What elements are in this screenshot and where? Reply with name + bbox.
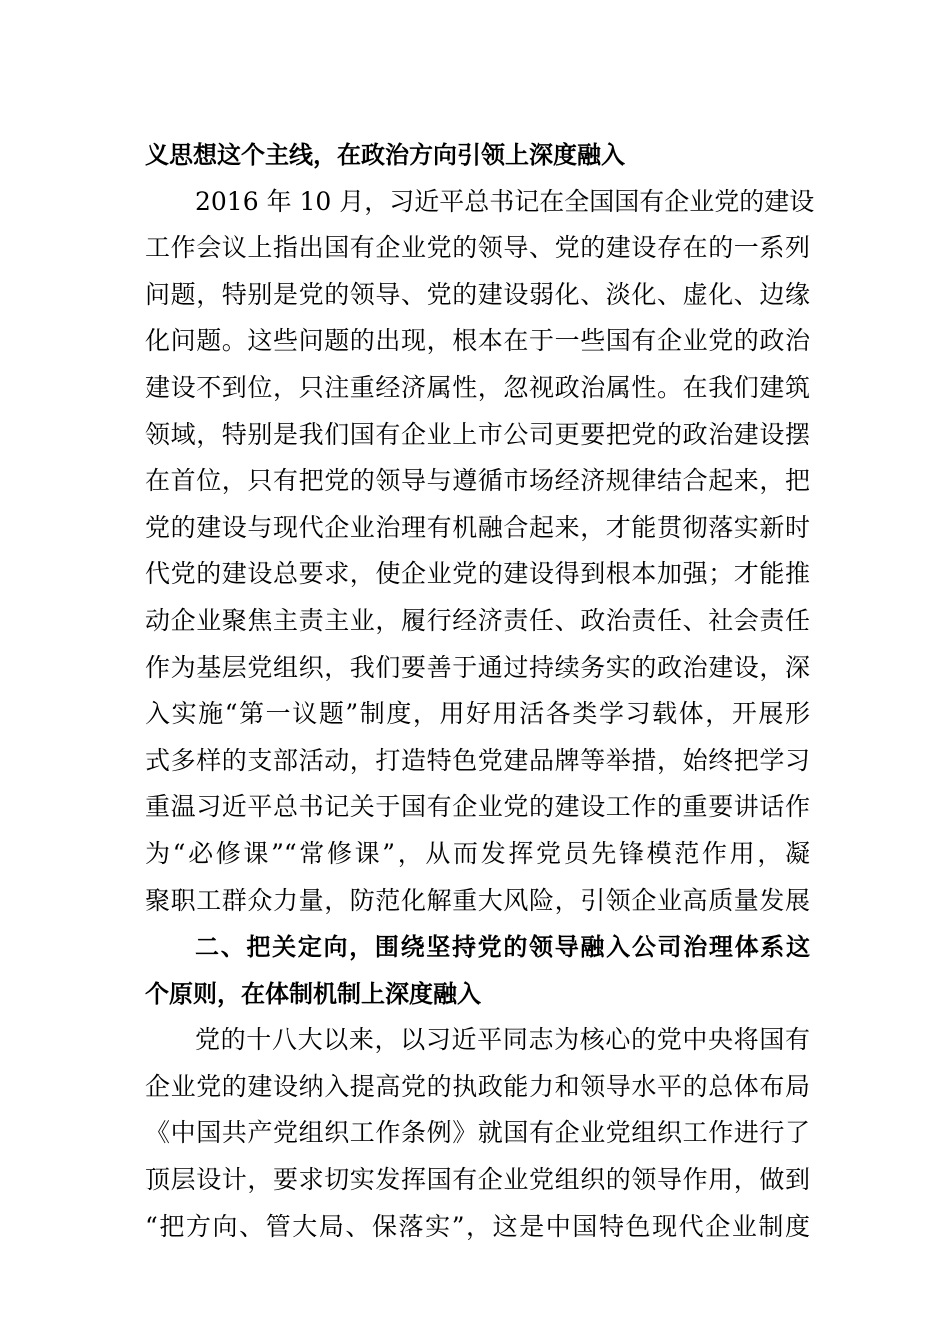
- paragraph-line: 顶层设计，要求切实发挥国有企业党组织的领导作用，做到: [145, 1165, 810, 1195]
- paragraph-line: 问题，特别是党的领导、党的建设弱化、淡化、虚化、边缘: [145, 279, 810, 309]
- paragraph-line: 入实施“第一议题”制度，用好用活各类学习载体，开展形: [145, 699, 810, 729]
- section-heading-line: 个原则，在体制机制上深度融入: [145, 979, 481, 1008]
- paragraph-line: 在首位，只有把党的领导与遵循市场经济规律结合起来，把: [145, 466, 810, 496]
- paragraph-line: 企业党的建设纳入提高党的执政能力和领导水平的总体布局: [145, 1071, 810, 1101]
- paragraph-line: 代党的建设总要求，使企业党的建设得到根本加强；才能推: [145, 559, 810, 589]
- paragraph-line: 党的建设与现代企业治理有机融合起来，才能贯彻落实新时: [145, 512, 810, 542]
- paragraph-line: 工作会议上指出国有企业党的领导、党的建设存在的一系列: [145, 233, 810, 263]
- paragraph-line: 动企业聚焦主责主业，履行经济责任、政治责任、社会责任: [145, 605, 810, 635]
- paragraph-line: 建设不到位，只注重经济属性，忽视政治属性。在我们建筑: [145, 372, 810, 402]
- paragraph-line: 2016 年 10 月，习近平总书记在全国国有企业党的建设: [195, 186, 815, 216]
- document-body: [145, 132, 815, 1250]
- paragraph-line: 为“必修课”“常修课”，从而发挥党员先锋模范作用，凝: [145, 838, 810, 868]
- paragraph-line: 化问题。这些问题的出现，根本在于一些国有企业党的政治: [145, 326, 810, 356]
- paragraph-line: 领域，特别是我们国有企业上市公司更要把党的政治建设摆: [145, 419, 810, 449]
- paragraph-line: 聚职工群众力量，防范化解重大风险，引领企业高质量发展: [145, 885, 810, 915]
- paragraph-line: 式多样的支部活动，打造特色党建品牌等举措，始终把学习: [145, 745, 810, 775]
- paragraph-line: 重温习近平总书记关于国有企业党的建设工作的重要讲话作: [145, 792, 810, 822]
- paragraph-line: 作为基层党组织，我们要善于通过持续务实的政治建设，深: [145, 652, 810, 682]
- paragraph-line: “把方向、管大局、保落实”，这是中国特色现代企业制度: [145, 1211, 810, 1241]
- section-heading-line: 义思想这个主线，在政治方向引领上深度融入: [145, 141, 625, 169]
- section-heading-line: 二、把关定向，围绕坚持党的领导融入公司治理体系这: [195, 933, 810, 962]
- paragraph-line: 党的十八大以来，以习近平同志为核心的党中央将国有: [195, 1025, 810, 1055]
- paragraph-line: 《中国共产党组织工作条例》就国有企业党组织工作进行了: [145, 1118, 810, 1148]
